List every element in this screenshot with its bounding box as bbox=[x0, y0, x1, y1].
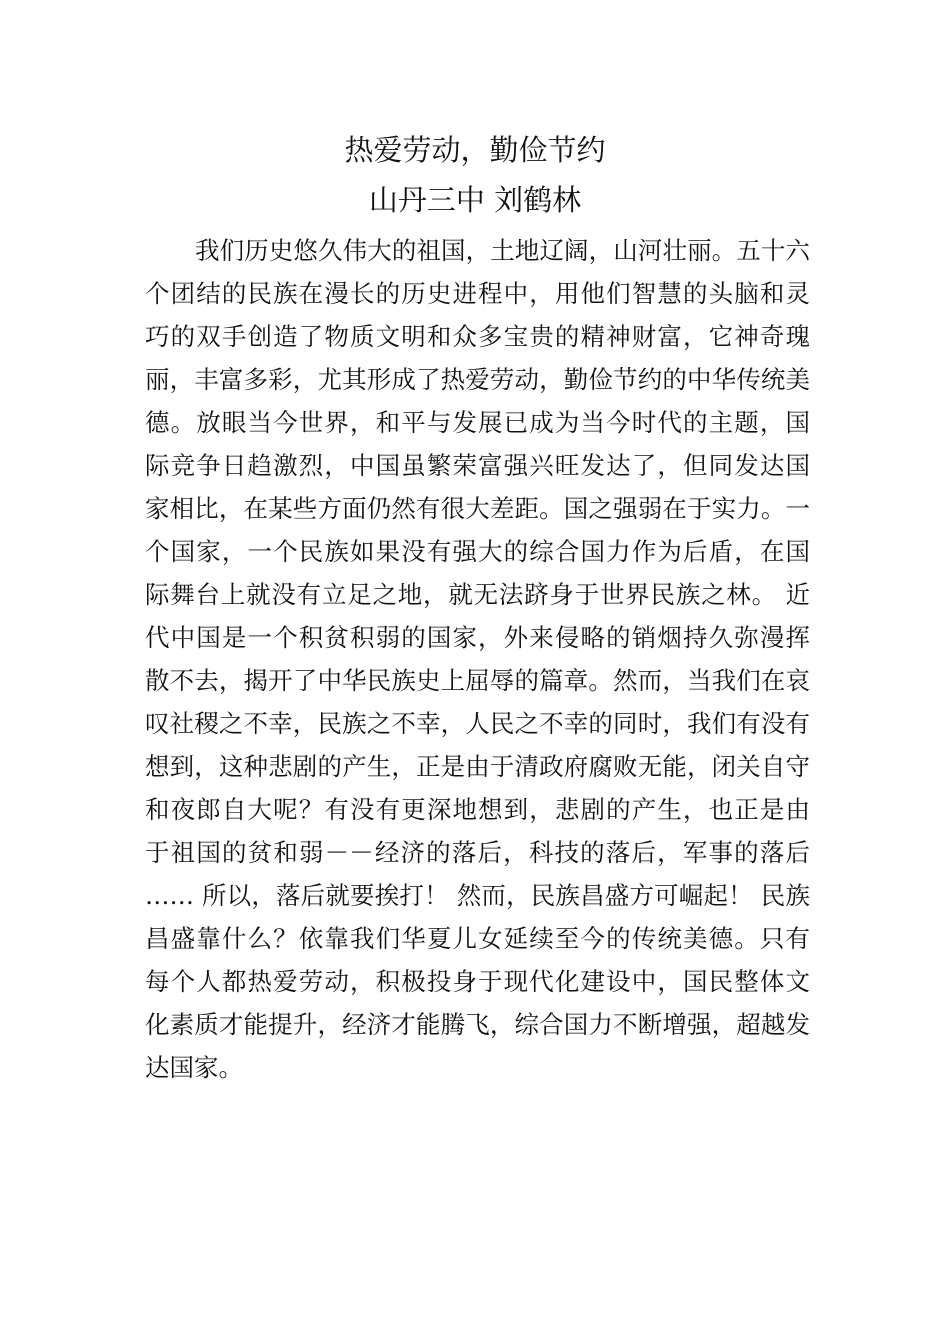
paragraph-line: 丽，丰富多彩，尤其形成了热爱劳动，勤俭节约的中华传统美 bbox=[145, 365, 810, 394]
page-title: 热爱劳动，勤俭节约 bbox=[344, 133, 606, 167]
paragraph-line: 叹社稷之不幸，民族之不幸，人民之不幸的同时，我们有没有 bbox=[145, 709, 810, 738]
paragraph-line: 和夜郎自大呢？有没有更深地想到，悲剧的产生，也正是由 bbox=[145, 795, 810, 824]
paragraph-line: 散不去，揭开了中华民族史上屈辱的篇章。然而，当我们在哀 bbox=[145, 666, 810, 695]
paragraph-line: 个团结的民族在漫长的历史进程中，用他们智慧的头脑和灵 bbox=[145, 279, 810, 308]
paragraph-line: 我们历史悠久伟大的祖国，土地辽阔，山河壮丽。五十六 bbox=[195, 236, 810, 265]
paragraph-line: 际竞争日趋激烈，中国虽繁荣富强兴旺发达了，但同发达国 bbox=[145, 451, 810, 480]
paragraph-line: 于祖国的贫和弱－－经济的落后，科技的落后，军事的落后 bbox=[145, 838, 810, 867]
author-line: 山丹三中 刘鹤林 bbox=[368, 183, 582, 217]
paragraph-line: 个国家，一个民族如果没有强大的综合国力作为后盾，在国 bbox=[145, 537, 810, 566]
paragraph-line: 达国家。 bbox=[145, 1053, 243, 1082]
paragraph-line: 巧的双手创造了物质文明和众多宝贵的精神财富，它神奇瑰 bbox=[145, 322, 810, 351]
paragraph-line: …… 所以，落后就要挨打！ 然而，民族昌盛方可崛起！ 民族 bbox=[145, 881, 810, 910]
paragraph-line: 代中国是一个积贫积弱的国家，外来侵略的销烟持久弥漫挥 bbox=[145, 623, 810, 652]
paragraph-line: 德。放眼当今世界，和平与发展已成为当今时代的主题，国 bbox=[145, 408, 810, 437]
paragraph-line: 化素质才能提升，经济才能腾飞，综合国力不断增强，超越发 bbox=[145, 1010, 810, 1039]
paragraph-line: 际舞台上就没有立足之地，就无法跻身于世界民族之林。 近 bbox=[145, 580, 810, 609]
paragraph-line: 家相比，在某些方面仍然有很大差距。国之强弱在于实力。一 bbox=[145, 494, 810, 523]
paragraph-line: 昌盛靠什么？依靠我们华夏儿女延续至今的传统美德。只有 bbox=[145, 924, 810, 953]
body-paragraph bbox=[145, 229, 810, 1089]
paragraph-line: 每个人都热爱劳动，积极投身于现代化建设中，国民整体文 bbox=[145, 967, 810, 996]
paragraph-line: 想到，这种悲剧的产生，正是由于清政府腐败无能，闭关自守 bbox=[145, 752, 810, 781]
